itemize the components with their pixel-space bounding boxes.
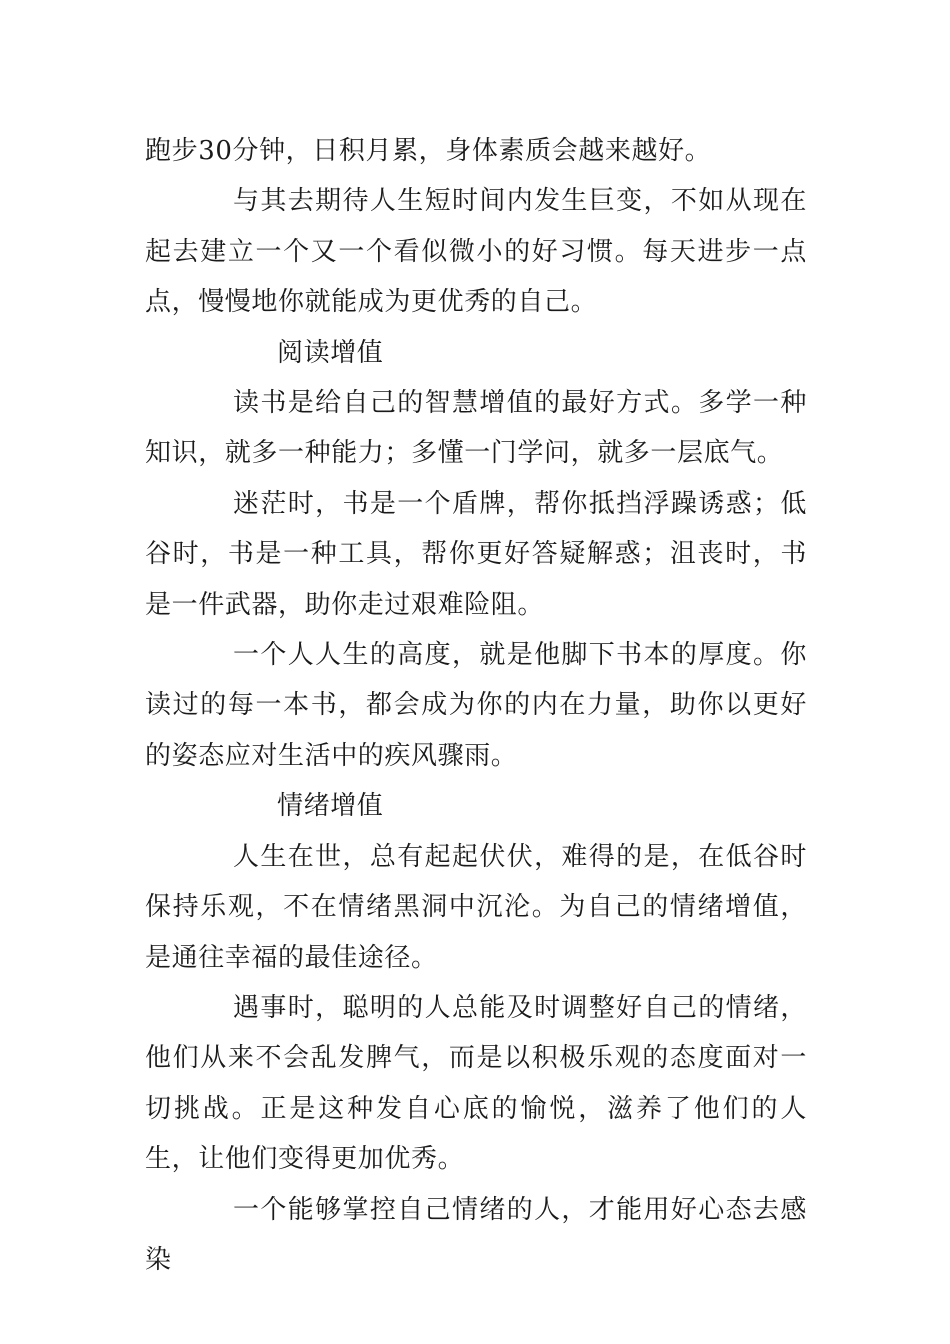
paragraph: 一个能够掌控自己情绪的人，才能用好心态去感染 xyxy=(145,1194,807,1275)
document-body xyxy=(145,126,807,1285)
section-heading-reading: 阅读增值 xyxy=(277,337,384,368)
paragraph: 人生在世，总有起起伏伏，难得的是，在低谷时保持乐观，不在情绪黑洞中沉沦。为自己的情绪增值，是通往幸福的最佳途径。 xyxy=(145,841,807,973)
paragraph: 跑步30分钟，日积月累，身体素质会越来越好。 xyxy=(145,136,712,166)
paragraph: 读书是给自己的智慧增值的最好方式。多学一种知识，就多一种能力；多懂一门学问，就多一层底气。 xyxy=(145,388,807,469)
paragraph: 遇事时，聪明的人总能及时调整好自己的情绪，他们从来不会乱发脾气，而是以积极乐观的态度面对一切挑战。正是这种发自心底的愉悦，滋养了他们的人生，让他们变得更加优秀。 xyxy=(145,992,807,1175)
section-heading-emotion: 情绪增值 xyxy=(277,791,384,822)
paragraph: 迷茫时，书是一个盾牌，帮你抵挡浮躁诱惑；低谷时，书是一种工具，帮你更好答疑解惑；沮丧时，书是一件武器，助你走过艰难险阻。 xyxy=(145,488,807,620)
paragraph: 与其去期待人生短时间内发生巨变，不如从现在起去建立一个又一个看似微小的好习惯。每天进步一点点，慢慢地你就能成为更优秀的自己。 xyxy=(145,186,807,318)
paragraph: 一个人人生的高度，就是他脚下书本的厚度。你读过的每一本书，都会成为你的内在力量，助你以更好的姿态应对生活中的疾风骤雨。 xyxy=(145,640,807,771)
